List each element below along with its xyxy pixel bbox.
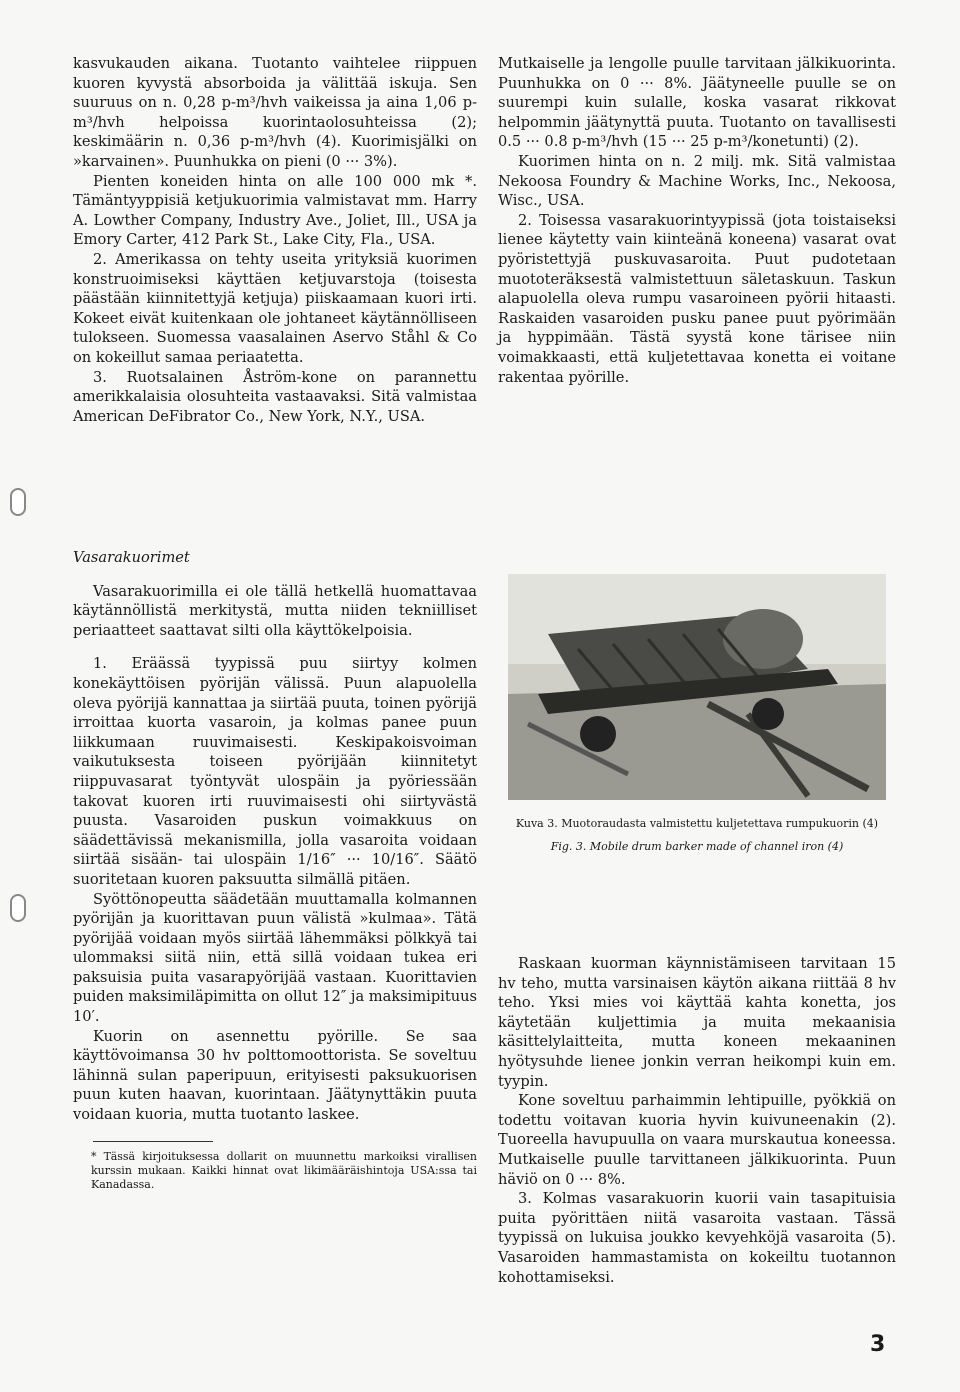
mobile-drum-barker-illustration bbox=[508, 574, 886, 800]
page-number: 3 bbox=[870, 1332, 886, 1357]
paragraph: 3. Ruotsalainen Åström-kone on parannettu amerikkalaisia olosuhteita vastaavaksi. Sitä valmistaa American DeFibrator Co., New York, N.Y., USA. bbox=[73, 368, 477, 425]
footnote: * Tässä kirjoituksessa dollarit on muunnettu markoiksi virallisen kurssin mukaan. Kaikki hinnat ovat likimääräishintoja USA:ssa tai Kanadassa. bbox=[91, 1149, 477, 1191]
machine-photo bbox=[508, 574, 886, 800]
paragraph: 3. Kolmas vasarakuorin kuorii vain tasapituisia puita pyörittäen niitä vasaroita vastaan. Tässä tyypissä on lukuisa joukko kevyehköjä vasaroita (5). Vasaroiden hammastamista on kokeiltu tuotannon kohottamiseksi. bbox=[498, 1190, 896, 1286]
caption-finnish: Kuva 3. Muotoraudasta valmistettu kuljetettava rumpukuorin (4) bbox=[515, 817, 879, 830]
paragraph: Raskaan kuorman käynnistämiseen tarvitaan 15 hv teho, mutta varsinaisen käytön aikana riittää 8 hv teho. Yksi mies voi käyttää kahta konetta, jos käytetään kuljettimia ja muita mekaanisia käsittelylaitteita, mutta koneen mekaaninen hyötysuhde lienee jonkin verran heikompi kuin em. tyypin. bbox=[498, 955, 896, 1090]
paragraph: kasvukauden aikana. Tuotanto vaihtelee riippuen kuoren kyvystä absorboida ja välittää iskuja. Sen suuruus on n. 0,28 p-m³/hvh vaikeissa ja aina 1,06 p-m³/hvh helpoissa kuorintaolosuhteissa (2); keskimäärin n. 0,36 p-m³/hvh (4). Kuorimisjälki on »karvainen». Puunhukka on pieni (0 ··· 3%). bbox=[73, 55, 477, 170]
paragraph: Kuorin on asennettu pyörille. Se saa käyttövoimansa 30 hv polttomoottorista. Se soveltuu lähinnä sulan paperipuun, erityisesti paksukuorisen puun kuten haavan, kuorintaan. Jäätynyttäkin puuta voidaan kuoria, mutta tuotanto laskee. bbox=[73, 1027, 477, 1124]
left-column-bottom bbox=[73, 548, 477, 1192]
punch-hole-mark bbox=[10, 488, 26, 516]
paragraph: Kuorimen hinta on n. 2 milj. mk. Sitä valmistaa Nekoosa Foundry & Machine Works, Inc., Nekoosa, Wisc., USA. bbox=[498, 152, 896, 210]
right-column-top bbox=[498, 54, 896, 387]
paragraph: Mutkaiselle ja lengolle puulle tarvitaan jälkikuorinta. Puunhukka on 0 ··· 8%. Jäätyneelle puulle se on suurempi kuin sulalle, koska vasarat rikkovat helpommin jäätynyttä puuta. Tuotanto on tavallisesti 0.5 ··· 0.8 p-m³/hvh (15 ··· 25 p-m³/konetunti) (2). bbox=[498, 55, 896, 151]
paragraph: 2. Toisessa vasarakuorintyypissä (jota toistaiseksi lienee käytetty vain kiinteänä koneena) vasarat ovat pyöristettyjä puskuvasaroita. Puut pudotetaan muototeräksestä valmistettuun säletaskuun. Taskun alapuolella oleva rumpu vasaroineen pyörii hitaasti. Raskaiden vasaroiden pusku panee puut pyörimään ja hyppimään. Tästä syystä kone tärisee niin voimakkaasti, että kuljetettavaa konetta ei voitane rakentaa pyörille. bbox=[498, 211, 896, 386]
footnote-divider bbox=[93, 1141, 213, 1142]
section-heading: Vasarakuorimet bbox=[73, 549, 190, 566]
punch-hole-mark bbox=[10, 894, 26, 922]
paragraph: 1. Eräässä tyypissä puu siirtyy kolmen konekäyttöisen pyörijän välissä. Puun alapuolella oleva pyörijä kannattaa ja siirtää puuta, toinen pyörijä irroittaa kuorta vasaroin, ja kolmas panee puun liikkumaan ruuvimaisesti. Keskipakoisvoiman vaikutuksesta toiseen pyörijään kiinnitetyt riippuvasarat työntyvät ulospäin ja pyöriessään takovat kuoren irti ruuvimaisesti ohi siirtyvästä puusta. Vasaroiden puskun voimakkuus on säädettävissä mekanismilla, jolla vasaroita voidaan siirtää sisään- tai ulospäin 1/16″ ··· 10/16″. Säätö suoritetaan kuoren paksuutta silmällä pitäen. bbox=[73, 655, 477, 888]
paragraph: Syöttönopeutta säädetään muuttamalla kolmannen pyörijän ja kuorittavan puun välistä »kulmaa». Tätä pyörijää voidaan myös siirtää lähemmäksi pölkkyä tai ulommaksi siitä niin, että sillä voidaan tukea eri paksuisia puita vasarapyörijää vastaan. Kuorittavien puiden maksimiläpimitta on ollut 12″ ja maksimipituus 10′. bbox=[73, 890, 478, 1026]
left-column-top bbox=[73, 54, 477, 426]
paragraph: Kone soveltuu parhaimmin lehtipuille, pyökkiä on todettu voitavan kuoria hyvin kuivuneenakin (2). Tuoreella havupuulla on vaara murskautua koneessa. Mutkaiselle puulle tarvittaneen jälkikuorinta. Puun häviö on 0 ··· 8%. bbox=[498, 1092, 896, 1188]
right-column-bottom bbox=[498, 954, 896, 1287]
caption-english: Fig. 3. Mobile drum barker made of channel iron (4) bbox=[550, 840, 844, 853]
paragraph: Vasarakuorimilla ei ole tällä hetkellä huomattavaa käytännöllistä merkitystä, mutta niiden tekniilliset periaatteet saattavat silti olla käyttökelpoisia. bbox=[73, 582, 477, 639]
paragraph: Pienten koneiden hinta on alle 100 000 mk *. Tämäntyyppisiä ketjukuorimia valmistavat mm. Harry A. Lowther Company, Industry Ave., Joliet, Ill., USA ja Emory Carter, 412 Park St., Lake City, Fla., USA. bbox=[73, 172, 477, 249]
figure-caption bbox=[508, 816, 886, 854]
paragraph: 2. Amerikassa on tehty useita yrityksiä kuorimen konstruoimiseksi käyttäen ketjuvarstoja (toisesta päästään kiinnitettyjä ketjuja) piiskaamaan kuori irti. Kokeet eivät kuitenkaan ole johtaneet käytännölliseen tulokseen. Suomessa vaasalainen Aservo Ståhl & Co on kokeillut samaa periaatetta. bbox=[73, 250, 477, 366]
